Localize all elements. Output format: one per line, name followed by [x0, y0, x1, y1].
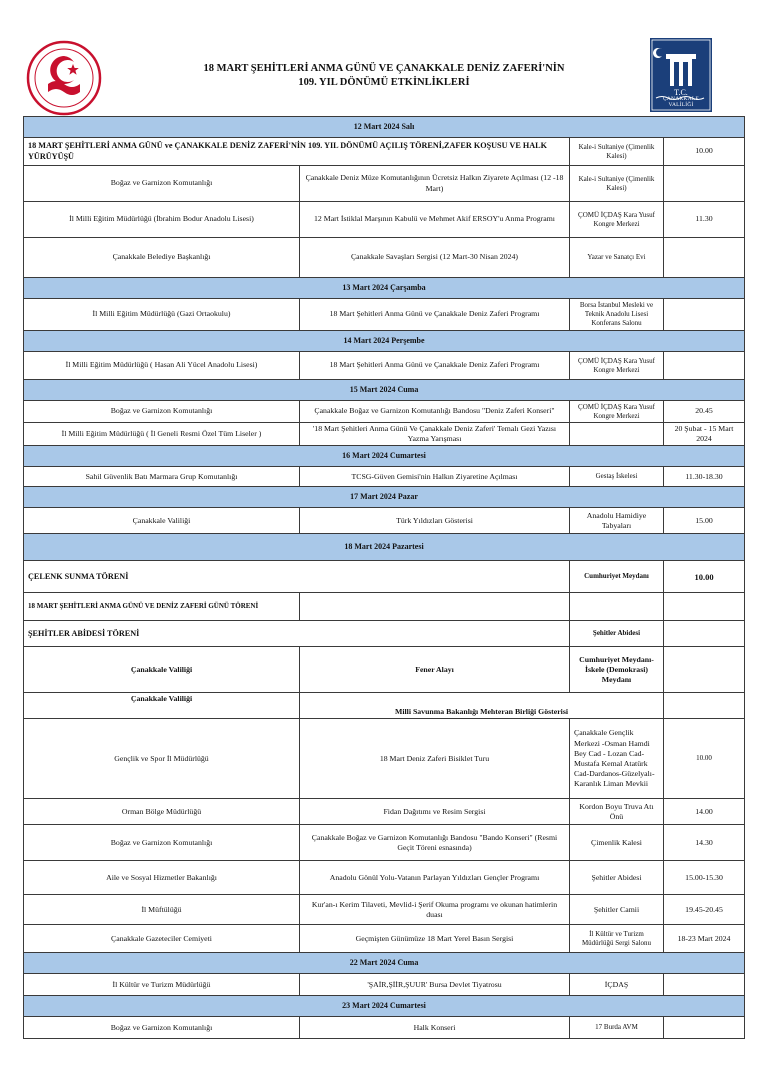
time-cell — [664, 352, 745, 380]
time-cell — [664, 238, 745, 278]
place-cell: Şehitler Camii — [570, 895, 664, 925]
table-row — [24, 925, 745, 953]
event-cell: ŞEHİTLER ABİDESİ TÖRENİ — [24, 621, 570, 647]
place-cell: Çimenlik Kalesi — [570, 825, 664, 861]
event-cell: 18 Mart Şehitleri Anma Günü ve Çanakkale Deniz Zaferi Programı — [300, 299, 570, 331]
place-cell: Şehitler Abidesi — [570, 621, 664, 647]
place-cell: Çanakkale Gençlik Merkezi -Osman Hamdi Bey Cad - Lozan Cad-Mustafa Kemal Atatürk Cad-Dardanos-Güzelyalı-Karanlık Liman Mevkii — [570, 719, 664, 799]
table-row — [24, 825, 745, 861]
organizer-cell: Boğaz ve Garnizon Komutanlığı — [24, 1017, 300, 1039]
event-cell: 'ŞAİR,ŞİİR,ŞUUR' Bursa Devlet Tiyatrosu — [300, 974, 570, 996]
organizer-cell: İl Milli Eğitim Müdürlüğü ( İl Geneli Resmi Özel Tüm Liseler ) — [24, 423, 300, 446]
time-cell — [664, 299, 745, 331]
place-cell: İÇDAŞ — [570, 974, 664, 996]
place-cell: Borsa İstanbul Mesleki ve Teknik Anadolu Lisesi Konferans Salonu — [570, 299, 664, 331]
time-cell — [664, 1017, 745, 1039]
table-row — [24, 423, 745, 446]
date-cell: 12 Mart 2024 Salı — [24, 117, 745, 138]
organizer-cell: Çanakkale Belediye Başkanlığı — [24, 238, 300, 278]
event-cell: 18 MART ŞEHİTLERİ ANMA GÜNÜ ve ÇANAKKALE DENİZ ZAFERİ'NİN 109. YIL DÖNÜMÜ AÇILIŞ TÖRENİ,ZAFER KOŞUSU VE HALK YÜRÜYÜŞÜ — [24, 138, 570, 166]
empty-cell — [664, 593, 745, 621]
table-row — [24, 621, 745, 647]
time-cell: 14.30 — [664, 825, 745, 861]
events-schedule-table — [23, 116, 745, 1039]
event-cell: Çanakkale Savaşları Sergisi (12 Mart-30 Nisan 2024) — [300, 238, 570, 278]
organizer-cell: İl Milli Eğitim Müdürlüğü (İbrahim Bodur Anadolu Lisesi) — [24, 202, 300, 238]
event-cell: Halk Konseri — [300, 1017, 570, 1039]
table-row — [24, 647, 745, 693]
time-cell: 15.00 — [664, 508, 745, 534]
date-cell: 23 Mart 2024 Cumartesi — [24, 996, 745, 1017]
table-row — [24, 202, 745, 238]
time-cell — [664, 166, 745, 202]
event-cell: Çanakkale Boğaz ve Garnizon Komutanlığı Bandosu "Deniz Zaferi Konseri" — [300, 401, 570, 423]
place-cell: ÇOMÜ İÇDAŞ Kara Yusuf Kongre Merkezi — [570, 352, 664, 380]
place-cell: 17 Burda AVM — [570, 1017, 664, 1039]
empty-cell — [664, 647, 745, 693]
ministry-seal-logo — [26, 40, 102, 116]
organizer-cell: Orman Bölge Müdürlüğü — [24, 799, 300, 825]
date-row — [24, 380, 745, 401]
place-cell: Anadolu Hamidiye Tabyaları — [570, 508, 664, 534]
empty-cell — [664, 621, 745, 647]
time-cell: 14.00 — [664, 799, 745, 825]
date-row — [24, 487, 745, 508]
time-cell: 10.00 — [664, 561, 745, 593]
place-cell: Kale-i Sultaniye (Çimenlik Kalesi) — [570, 138, 664, 166]
place-cell: Yazar ve Sanatçı Evi — [570, 238, 664, 278]
table-row — [24, 719, 745, 799]
organizer-cell: Gençlik ve Spor İl Müdürlüğü — [24, 719, 300, 799]
organizer-cell: Çanakkale Valiliği — [24, 647, 300, 693]
organizer-cell: İl Milli Eğitim Müdürlüğü (Gazi Ortaokulu) — [24, 299, 300, 331]
place-cell: Cumhuriyet Meydanı — [570, 561, 664, 593]
date-row — [24, 534, 745, 561]
date-cell: 14 Mart 2024 Perşembe — [24, 331, 745, 352]
empty-cell — [664, 693, 745, 719]
table-row — [24, 861, 745, 895]
event-cell: Kur'an-ı Kerim Tilaveti, Mevlid-i Şerif Okuma programı ve okunan hatimlerin duası — [300, 895, 570, 925]
empty-cell — [300, 593, 570, 621]
date-row — [24, 331, 745, 352]
table-row — [24, 299, 745, 331]
place-cell — [570, 423, 664, 446]
event-cell: ÇELENK SUNMA TÖRENİ — [24, 561, 570, 593]
date-cell: 22 Mart 2024 Cuma — [24, 953, 745, 974]
place-cell: Kordon Boyu Truva Atı Önü — [570, 799, 664, 825]
date-cell: 16 Mart 2024 Cumartesi — [24, 446, 745, 467]
place-cell: ÇOMÜ İÇDAŞ Kara Yusuf Kongre Merkezi — [570, 401, 664, 423]
organizer-cell: Çanakkale Valiliği — [24, 693, 300, 719]
date-cell: 15 Mart 2024 Cuma — [24, 380, 745, 401]
table-row — [24, 799, 745, 825]
event-cell: Geçmişten Günümüze 18 Mart Yerel Basın Sergisi — [300, 925, 570, 953]
time-cell: 11.30-18.30 — [664, 467, 745, 487]
date-row — [24, 953, 745, 974]
place-cell: Şehitler Abidesi — [570, 861, 664, 895]
place-cell: Kale-i Sultaniye (Çimenlik Kalesi) — [570, 166, 664, 202]
date-row — [24, 117, 745, 138]
date-row — [24, 278, 745, 299]
event-cell: Fener Alayı — [300, 647, 570, 693]
event-cell: TCSG-Güven Gemisi'nin Halkın Ziyaretine Açılması — [300, 467, 570, 487]
table-row — [24, 693, 745, 719]
table-row — [24, 593, 745, 621]
table-row — [24, 561, 745, 593]
organizer-cell: İl Milli Eğitim Müdürlüğü ( Hasan Ali Yücel Anadolu Lisesi) — [24, 352, 300, 380]
time-cell: 15.00-15.30 — [664, 861, 745, 895]
table-row — [24, 1017, 745, 1039]
organizer-cell: Boğaz ve Garnizon Komutanlığı — [24, 825, 300, 861]
time-cell: 20.45 — [664, 401, 745, 423]
time-cell: 10.00 — [664, 138, 745, 166]
event-cell: 18 Mart Şehitleri Anma Günü ve Çanakkale Deniz Zaferi Programı — [300, 352, 570, 380]
time-cell: 11.30 — [664, 202, 745, 238]
time-cell: 19.45-20.45 — [664, 895, 745, 925]
place-cell: Gestaş İskelesi — [570, 467, 664, 487]
place-cell: İl Kültür ve Turizm Müdürlüğü Sergi Salonu — [570, 925, 664, 953]
title-line-1: 18 MART ŞEHİTLERİ ANMA GÜNÜ VE ÇANAKKALE DENİZ ZAFERİ'NİN — [203, 63, 565, 74]
date-cell: 17 Mart 2024 Pazar — [24, 487, 745, 508]
event-cell: Fidan Dağıtımı ve Resim Sergisi — [300, 799, 570, 825]
organizer-cell: Sahil Güvenlik Batı Marmara Grup Komutanlığı — [24, 467, 300, 487]
table-row — [24, 974, 745, 996]
organizer-cell: Çanakkale Gazeteciler Cemiyeti — [24, 925, 300, 953]
date-cell: 13 Mart 2024 Çarşamba — [24, 278, 745, 299]
place-cell: ÇOMÜ İÇDAŞ Kara Yusuf Kongre Merkezi — [570, 202, 664, 238]
organizer-cell: Çanakkale Valiliği — [24, 508, 300, 534]
empty-cell — [570, 593, 664, 621]
event-cell: 18 Mart Deniz Zaferi Bisiklet Turu — [300, 719, 570, 799]
event-cell: Milli Savunma Bakanlığı Mehteran Birliği Gösterisi — [300, 693, 664, 719]
logo-text-governorship: ÇANAKKALE VALİLİĞİ — [662, 96, 700, 108]
table-row — [24, 352, 745, 380]
time-cell: 20 Şubat - 15 Mart 2024 — [664, 423, 745, 446]
organizer-cell: Aile ve Sosyal Hizmetler Bakanlığı — [24, 861, 300, 895]
table-row — [24, 138, 745, 166]
organizer-cell: İl Kültür ve Turizm Müdürlüğü — [24, 974, 300, 996]
date-row — [24, 996, 745, 1017]
page-title — [120, 62, 648, 90]
organizer-cell: Boğaz ve Garnizon Komutanlığı — [24, 166, 300, 202]
title-line-2: 109. YIL DÖNÜMÜ ETKİNLİKLERİ — [298, 77, 470, 88]
table-row — [24, 895, 745, 925]
event-cell: Çanakkale Deniz Müze Komutanlığının Ücretsiz Halkın Ziyarete Açılması (12 -18 Mart) — [300, 166, 570, 202]
event-cell: Çanakkale Boğaz ve Garnizon Komutanlığı Bandosu "Bando Konseri" (Resmi Geçit Töreni esnasında) — [300, 825, 570, 861]
organizer-cell: İl Müftülüğü — [24, 895, 300, 925]
logo-text-tc: T.C. — [674, 88, 688, 97]
event-cell: '18 Mart Şehitleri Anma Günü Ve Çanakkale Deniz Zaferi' Temalı Gezi Yazısı Yazma Yarışması — [300, 423, 570, 446]
date-row — [24, 446, 745, 467]
event-cell: Anadolu Gönül Yolu-Vatanın Parlayan Yıldızları Gençler Programı — [300, 861, 570, 895]
time-cell — [664, 974, 745, 996]
time-cell: 18-23 Mart 2024 — [664, 925, 745, 953]
date-cell: 18 Mart 2024 Pazartesi — [24, 534, 745, 561]
event-cell: 12 Mart İstiklal Marşının Kabulü ve Mehmet Akif ERSOY'u Anma Programı — [300, 202, 570, 238]
table-row — [24, 238, 745, 278]
place-cell: Cumhuriyet Meydanı-İskele (Demokrasi) Meydanı — [570, 647, 664, 693]
event-cell: 18 MART ŞEHİTLERİ ANMA GÜNÜ VE DENİZ ZAFERİ GÜNÜ TÖRENİ — [24, 593, 300, 621]
event-cell: Türk Yıldızları Gösterisi — [300, 508, 570, 534]
organizer-cell: Boğaz ve Garnizon Komutanlığı — [24, 401, 300, 423]
table-row — [24, 467, 745, 487]
table-row — [24, 401, 745, 423]
table-row — [24, 166, 745, 202]
table-row — [24, 508, 745, 534]
time-cell: 10.00 — [664, 719, 745, 799]
